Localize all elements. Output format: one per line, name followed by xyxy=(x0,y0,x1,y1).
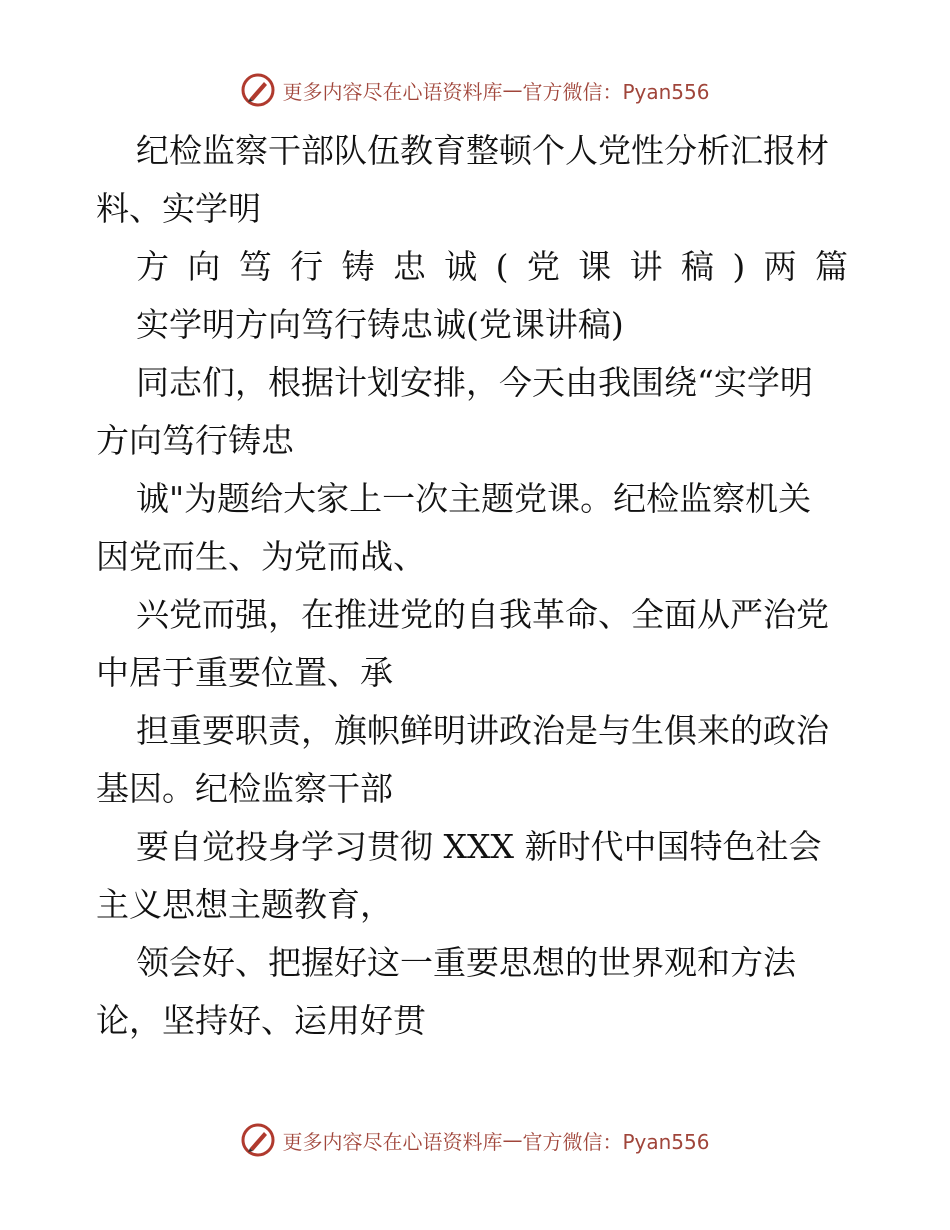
body-line: 要自觉投身学习贯彻 XXX 新时代中国特色社会 xyxy=(136,827,822,866)
watermark-dash: — xyxy=(502,1128,523,1152)
body-line: 纪检监察干部队伍教育整顿个人党性分析汇报材 xyxy=(136,131,829,170)
spread-char: 行 xyxy=(290,247,324,286)
spread-char: 篇 xyxy=(815,247,848,286)
document-body xyxy=(96,122,856,1050)
watermark-text: 更多内容尽在心语资料库 xyxy=(282,1129,503,1154)
body-line: 诚"为题给大家上一次主题党课。纪检监察机关 xyxy=(136,479,812,518)
body-line: 基因。纪检监察干部 xyxy=(96,769,393,808)
body-line: 方向笃行铸忠 xyxy=(96,421,294,460)
pen-logo-icon xyxy=(240,1122,276,1158)
spread-char: 党 xyxy=(526,247,560,286)
body-line: 领会好、把握好这一重要思想的世界观和方法 xyxy=(136,943,796,982)
body-line: 中居于重要位置、承 xyxy=(96,653,393,692)
spread-char: 方 xyxy=(136,247,169,286)
watermark-wechat: 官方微信：Pyan556 xyxy=(522,79,710,104)
body-line: 主义思想主题教育， xyxy=(96,885,393,924)
watermark-banner-top xyxy=(0,70,950,110)
spread-char: ) xyxy=(732,247,746,286)
body-line: 兴党而强，在推进党的自我革命、全面从严治党 xyxy=(136,595,829,634)
spread-char: 讲 xyxy=(629,247,663,286)
body-line-spread xyxy=(96,238,848,296)
body-line: 因党而生、为党而战、 xyxy=(96,537,426,576)
watermark-dash: — xyxy=(502,78,523,102)
body-line: 实学明方向笃行铸忠诚(党课讲稿) xyxy=(136,305,624,344)
body-line: 担重要职责，旗帜鲜明讲政治是与生俱来的政治 xyxy=(136,711,829,750)
spread-char: 两 xyxy=(763,247,797,286)
pen-logo-icon xyxy=(240,72,276,108)
body-line: 同志们，根据计划安排，今天由我围绕“实学明 xyxy=(136,363,813,402)
spread-char: 向 xyxy=(187,247,221,286)
watermark-text: 更多内容尽在心语资料库 xyxy=(282,79,503,104)
body-line: 论，坚持好、运用好贯 xyxy=(96,1001,426,1040)
spread-char: 笃 xyxy=(238,247,272,286)
watermark-wechat: 官方微信：Pyan556 xyxy=(522,1129,710,1154)
spread-char: ( xyxy=(495,247,509,286)
spread-char: 诚 xyxy=(444,247,478,286)
spread-char: 课 xyxy=(578,247,612,286)
spread-char: 忠 xyxy=(392,247,426,286)
watermark-banner-bottom xyxy=(0,1120,950,1160)
spread-char: 稿 xyxy=(681,247,714,286)
body-line: 料、实学明 xyxy=(96,189,261,228)
spread-char: 铸 xyxy=(341,247,375,286)
